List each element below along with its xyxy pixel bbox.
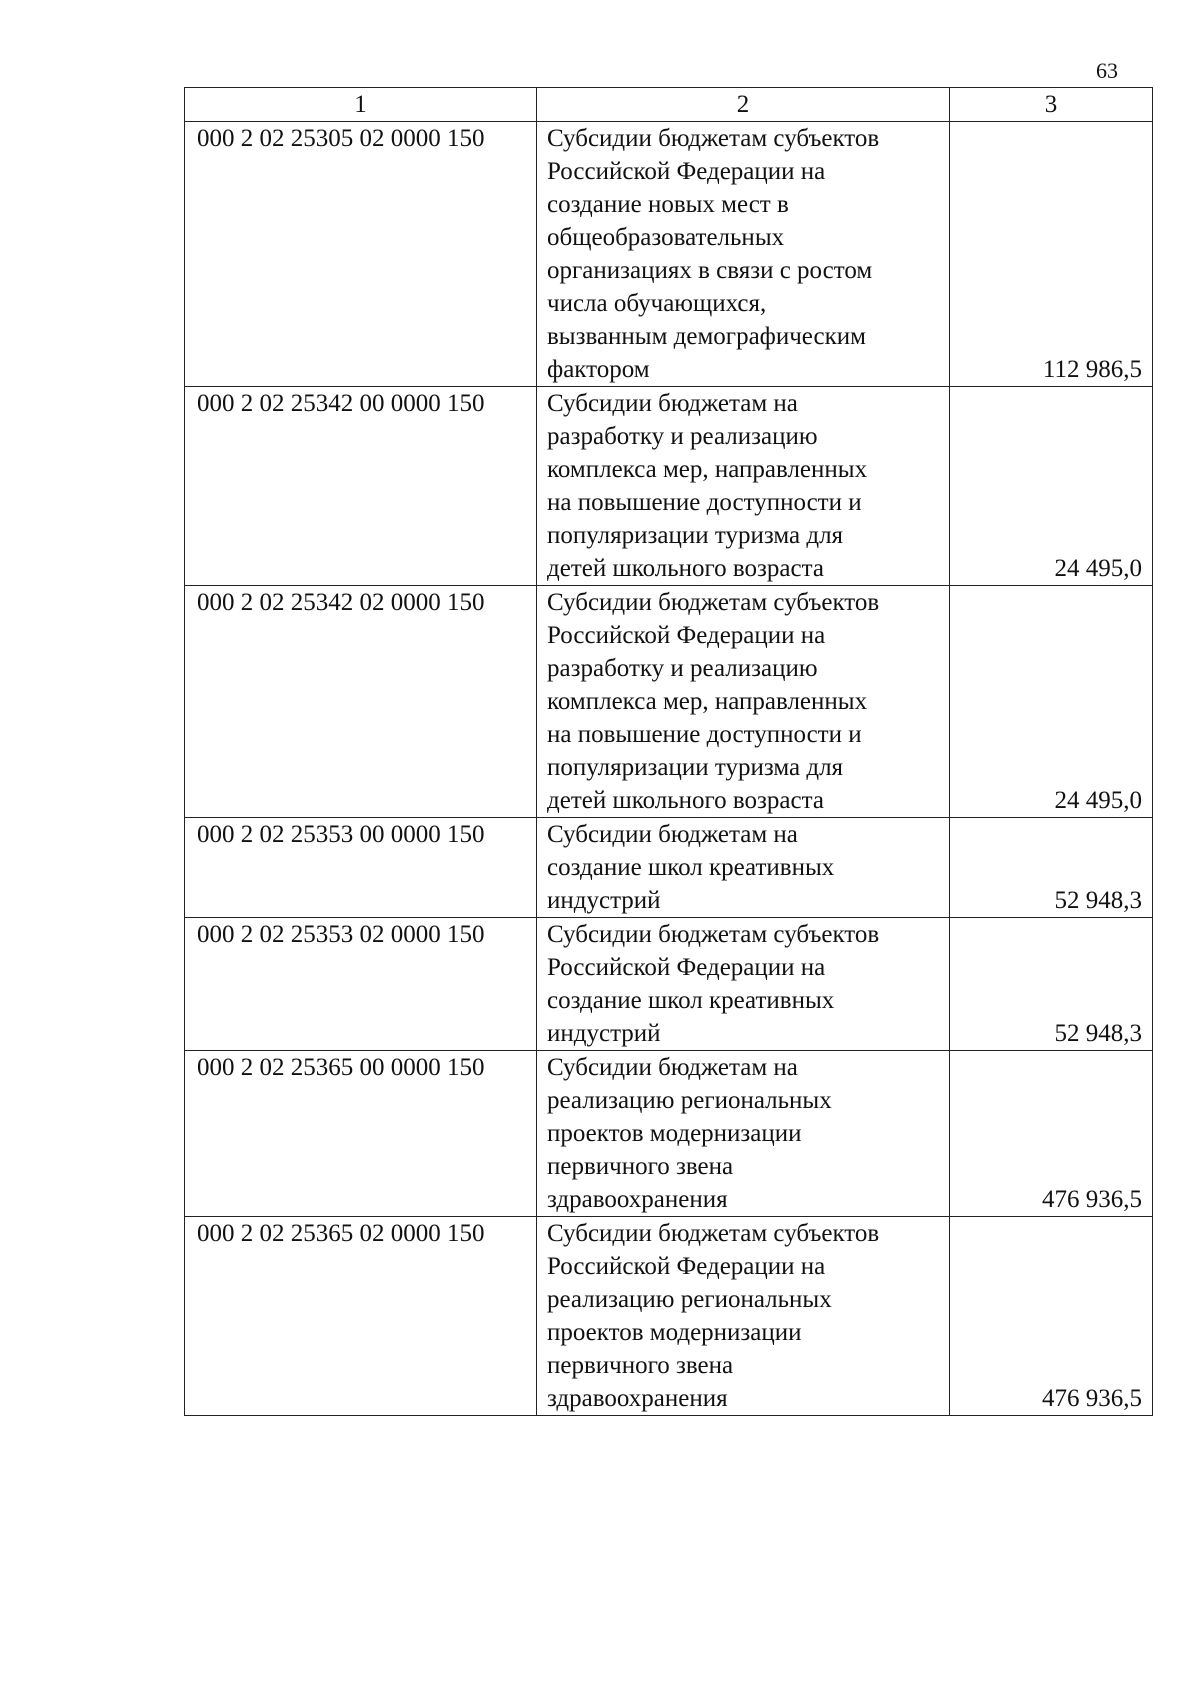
description-line: вызванным демографическим (547, 323, 866, 350)
description-cell (537, 122, 950, 387)
description-line: разработку и реализацию (547, 423, 818, 450)
description-cell (537, 1217, 950, 1416)
description-line: детей школьного возраста (547, 787, 824, 814)
budget-code-cell: 000 2 02 25365 02 0000 150 (185, 1217, 537, 1416)
description-line: на повышение доступности и (547, 489, 862, 516)
description-line: разработку и реализацию (547, 655, 818, 682)
description-line: первичного звена (547, 1352, 734, 1379)
amount-cell: 52 948,3 (950, 918, 1153, 1051)
description-line: Субсидии бюджетам на (547, 390, 798, 417)
table-row (185, 918, 1153, 1051)
budget-code-cell: 000 2 02 25353 00 0000 150 (185, 818, 537, 918)
description-line: создание новых мест в (547, 191, 789, 218)
description-line: Российской Федерации на (547, 1253, 826, 1280)
description-line: создание школ креативных (547, 854, 835, 881)
description-cell (537, 918, 950, 1051)
description-line: фактором (547, 356, 650, 383)
amount-cell: 112 986,5 (950, 122, 1153, 387)
description-line: организациях в связи с ростом (547, 257, 873, 284)
description-line: проектов модернизации (547, 1319, 802, 1346)
header-col-2: 2 (537, 88, 950, 122)
header-col-1: 1 (185, 88, 537, 122)
table-row (185, 1051, 1153, 1217)
header-row (185, 88, 1153, 122)
description-line: проектов модернизации (547, 1120, 802, 1147)
description-line: Субсидии бюджетам субъектов (547, 921, 880, 948)
description-line: Субсидии бюджетам на (547, 1054, 798, 1081)
description-cell (537, 586, 950, 818)
description-cell (537, 818, 950, 918)
description-line: комплекса мер, направленных (547, 456, 868, 483)
description-line: Российской Федерации на (547, 158, 826, 185)
description-line: детей школьного возраста (547, 555, 824, 582)
description-line: реализацию региональных (547, 1286, 832, 1313)
description-line: реализацию региональных (547, 1087, 832, 1114)
description-line: Субсидии бюджетам субъектов (547, 1220, 880, 1247)
description-line: индустрий (547, 1020, 661, 1047)
description-cell (537, 1051, 950, 1217)
description-line: комплекса мер, направленных (547, 688, 868, 715)
table-row (185, 387, 1153, 586)
budget-code-cell: 000 2 02 25365 00 0000 150 (185, 1051, 537, 1217)
table-row (185, 1217, 1153, 1416)
budget-code-cell: 000 2 02 25353 02 0000 150 (185, 918, 537, 1051)
description-line: популяризации туризма для (547, 754, 844, 781)
description-line: Российской Федерации на (547, 622, 826, 649)
description-line: создание школ креативных (547, 987, 835, 1014)
description-line: Субсидии бюджетам субъектов (547, 589, 880, 616)
description-line: Российской Федерации на (547, 954, 826, 981)
table-row (185, 818, 1153, 918)
budget-code-cell: 000 2 02 25342 02 0000 150 (185, 586, 537, 818)
description-line: общеобразовательных (547, 224, 785, 251)
description-line: Субсидии бюджетам субъектов (547, 125, 880, 152)
description-line: на повышение доступности и (547, 721, 862, 748)
amount-cell: 24 495,0 (950, 586, 1153, 818)
amount-cell: 24 495,0 (950, 387, 1153, 586)
description-line: здравоохранения (547, 1385, 728, 1412)
amount-cell: 476 936,5 (950, 1051, 1153, 1217)
amount-cell: 52 948,3 (950, 818, 1153, 918)
table-row (185, 122, 1153, 387)
description-cell (537, 387, 950, 586)
table-row (185, 586, 1153, 818)
description-line: популяризации туризма для (547, 522, 844, 549)
header-col-3: 3 (950, 88, 1153, 122)
description-line: здравоохранения (547, 1186, 728, 1213)
budget-table (184, 87, 1153, 1416)
budget-code-cell: 000 2 02 25305 02 0000 150 (185, 122, 537, 387)
description-line: первичного звена (547, 1153, 734, 1180)
amount-cell: 476 936,5 (950, 1217, 1153, 1416)
description-line: числа обучающихся, (547, 290, 767, 317)
description-line: индустрий (547, 887, 661, 914)
page-number: 63 (1096, 58, 1118, 83)
description-line: Субсидии бюджетам на (547, 821, 798, 848)
budget-code-cell: 000 2 02 25342 00 0000 150 (185, 387, 537, 586)
